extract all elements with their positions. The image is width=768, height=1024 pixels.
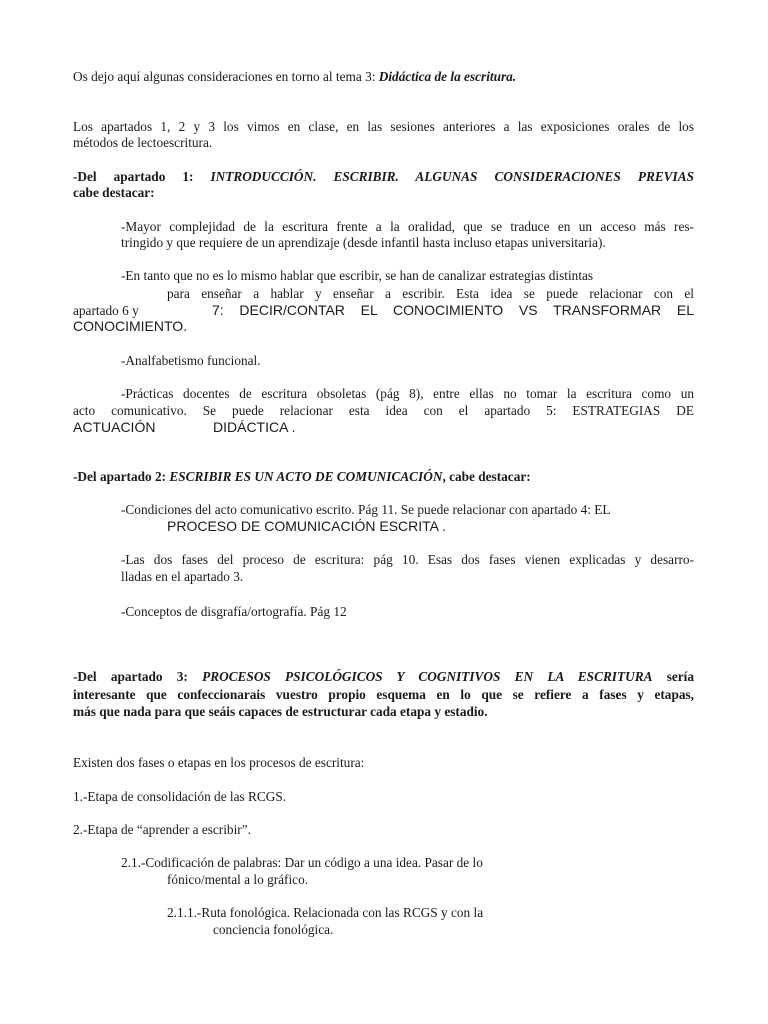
section1-item4-line3b: DIDÁCTICA .: [213, 419, 296, 435]
section2-title: ESCRIBIR ES UN ACTO DE COMUNICACIÓN: [169, 469, 443, 484]
phase-1: 1.-Etapa de consolidación de las RCGS.: [73, 789, 287, 804]
section3-title: PROCESOS PSICOLÓGICOS Y COGNITIVOS EN LA ESCRITURA: [202, 669, 653, 684]
section3-line3: más que nada para que seáis capaces de estructurar cada etapa y estadio.: [73, 704, 488, 719]
section1-title: INTRODUCCIÓN. ESCRIBIR. ALGUNAS CONSIDERACIONES PREVIAS: [210, 169, 694, 184]
subphase-2-1-1-line1: 2.1.1.-Ruta fonológica. Relacionada con las RCGS y con la: [167, 905, 484, 920]
section1-prefix: -Del apartado 1:: [73, 169, 211, 184]
section1-item4-line3a: ACTUACIÓN: [73, 419, 156, 435]
section1-item4-line1: -Prácticas docentes de escritura obsoletas (pág 8), entre ellas no tomar la escritura como un: [121, 386, 694, 401]
section1-item4-line2: acto comunicativo. Se puede relacionar esta idea con el apartado 5: ESTRATEGIAS DE: [73, 403, 694, 418]
section2-item2-line2: lladas en el apartado 3.: [121, 569, 244, 584]
section1-item1-line2: tringido y que requiere de un aprendizaje (desde infantil hasta incluso etapas universitaria).: [121, 235, 606, 250]
section2-suffix: , cabe destacar:: [442, 469, 531, 484]
section1-item2-line1: -En tanto que no es lo mismo hablar que escribir, se han de canalizar estrategias distintas: [121, 268, 594, 283]
section2-item1-line2: PROCESO DE COMUNICACIÓN ESCRITA .: [167, 518, 446, 534]
section3-heading: [73, 669, 694, 685]
intro-paragraph: [73, 69, 516, 85]
context-line-2: métodos de lectoescritura.: [73, 135, 213, 150]
section3-prefix: -Del apartado 3:: [73, 669, 203, 684]
section1-item1-line1: -Mayor complejidad de la escritura frente a la oralidad, que se traduce en un acceso más res-: [121, 219, 694, 234]
section2-item3: -Conceptos de disgrafía/ortografía. Pág 12: [121, 604, 347, 619]
section1-item2-line2: para enseñar a hablar y enseñar a escribir. Esta idea se puede relacionar con el: [167, 286, 694, 301]
subphase-2-1-line1: 2.1.-Codificación de palabras: Dar un código a una idea. Pasar de lo: [121, 855, 483, 870]
section3-suffix: sería: [666, 669, 695, 684]
phases-intro: Existen dos fases o etapas en los procesos de escritura:: [73, 755, 365, 770]
intro-text: Os dejo aquí algunas consideraciones en torno al tema 3:: [73, 69, 379, 84]
subphase-2-1-1-line2: conciencia fonológica.: [213, 922, 334, 937]
section2-heading: [73, 469, 531, 485]
section1-item2-line3a: apartado 6 y: [73, 303, 139, 318]
section1-heading: [73, 169, 694, 185]
intro-topic: Didáctica de la escritura.: [378, 69, 517, 84]
section2-item2-line1: -Las dos fases del proceso de escritura: pág 10. Esas dos fases vienen explicadas y desarro-: [121, 552, 694, 567]
section3-line2: interesante que confeccionarais vuestro propio esquema en lo que se refiere a fases y etapas,: [73, 687, 694, 702]
section1-item3: -Analfabetismo funcional.: [121, 353, 261, 368]
section1-item2-line4: CONOCIMIENTO.: [73, 318, 188, 334]
section1-item2-line3b: 7: DECIR/CONTAR EL CONOCIMIENTO VS TRANSFORMAR EL: [212, 302, 694, 318]
context-line-1: Los apartados 1, 2 y 3 los vimos en clase, en las sesiones anteriores a las exposiciones orales de los: [73, 119, 694, 134]
subphase-2-1-line2: fónico/mental a lo gráfico.: [167, 872, 309, 887]
phase-2: 2.-Etapa de “aprender a escribir”.: [73, 822, 251, 837]
section2-prefix: -Del apartado 2:: [73, 469, 170, 484]
section2-item1-line1: -Condiciones del acto comunicativo escrito. Pág 11. Se puede relacionar con apartado 4: EL: [121, 502, 611, 517]
section1-suffix: cabe destacar:: [73, 185, 155, 200]
